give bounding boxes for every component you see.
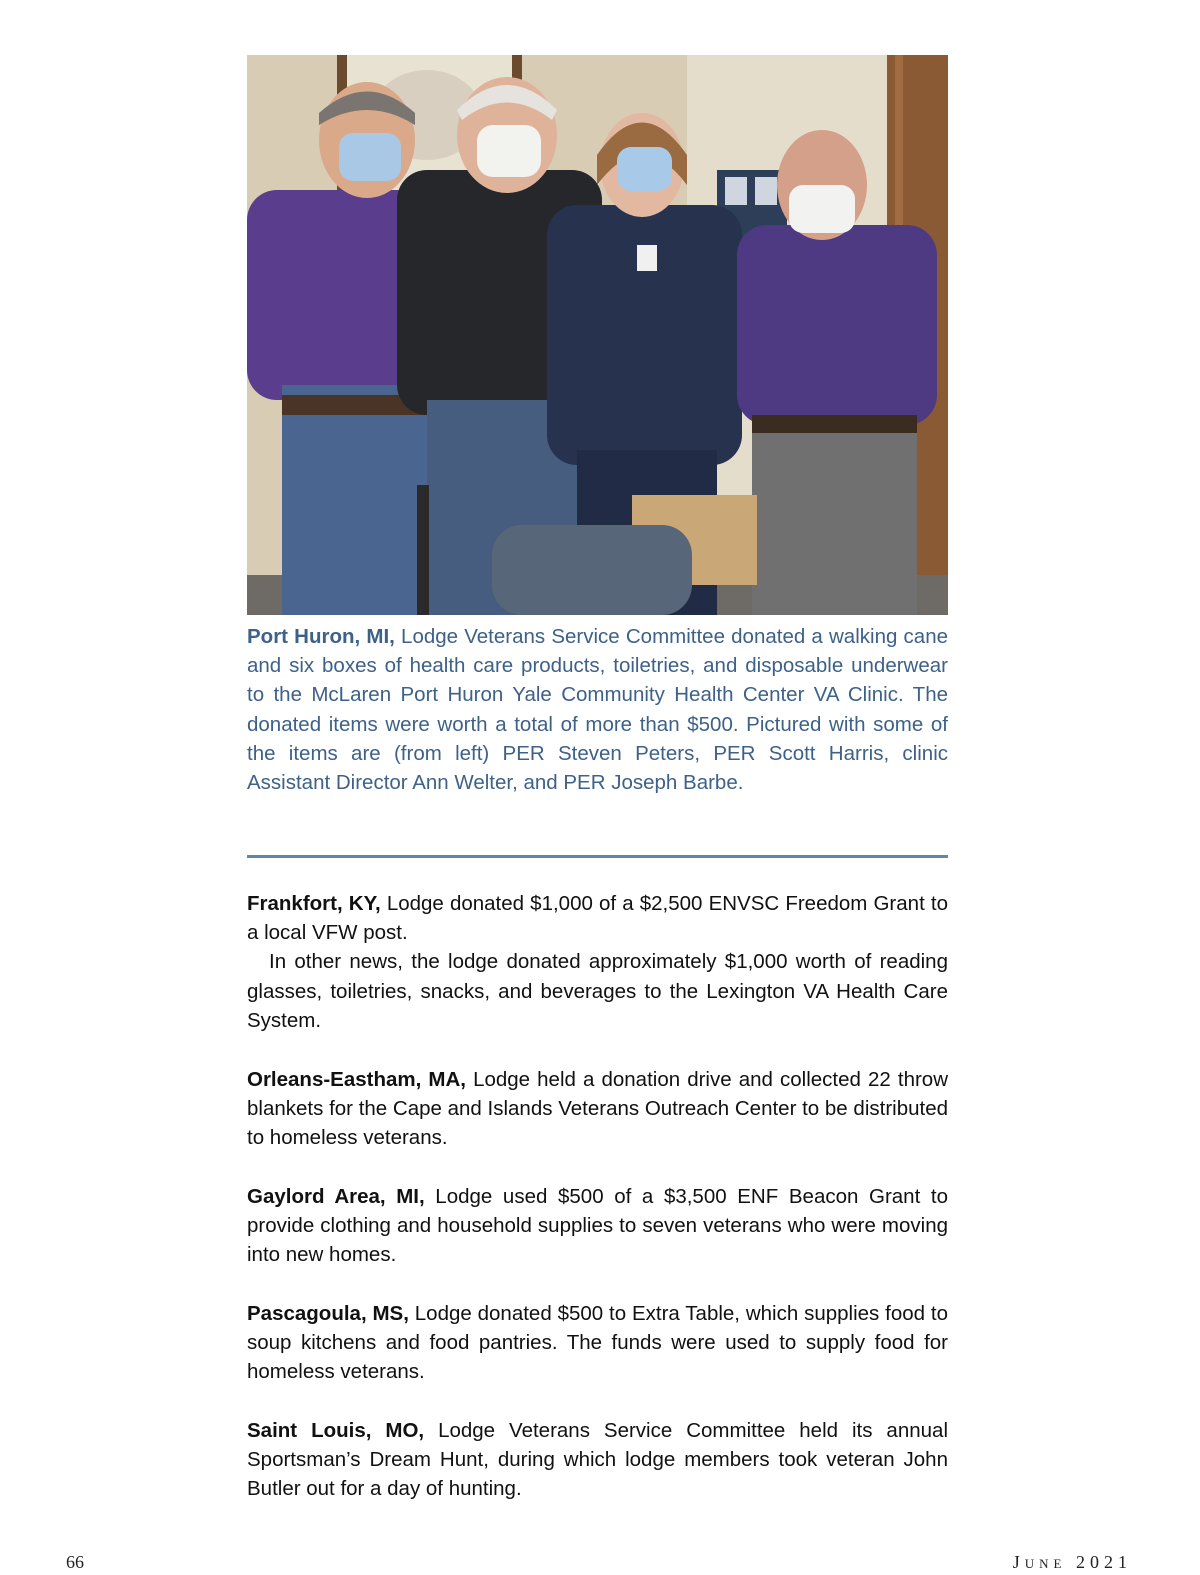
section-divider xyxy=(247,855,948,858)
news-item-text: Lodge Veterans Service Committee held its annual Sportsman’s Dream Hunt, during which lodge members took veteran John Butler out for a day of hunting. xyxy=(247,1418,948,1501)
news-item-text: Lodge held a donation drive and collected 22 throw blankets for the Cape and Islands Veterans Outreach Center to be distributed to homeless veterans. xyxy=(247,1067,949,1149)
issue-date: June 2021 xyxy=(1012,1552,1132,1572)
group-photo-illustration xyxy=(247,55,948,615)
news-item-frankfort xyxy=(247,889,948,1035)
news-item-saint-louis xyxy=(247,1416,948,1504)
news-item-location: Pascagoula, MS, xyxy=(247,1301,409,1325)
group-photo xyxy=(247,55,948,615)
news-item-text: Lodge donated $1,000 of a $2,500 ENVSC Freedom Grant to a local VFW post. xyxy=(247,892,948,945)
news-item-location: Orleans-Eastham, MA, xyxy=(247,1067,466,1091)
photo-caption xyxy=(247,622,948,797)
news-item-text: Lodge used $500 of a $3,500 ENF Beacon Grant to provide clothing and household supplies to seven veterans who were moving into new homes. xyxy=(247,1184,948,1267)
news-item-orleans-eastham xyxy=(247,1065,948,1153)
caption-text: Lodge Veterans Service Committee donated a walking cane and six boxes of health care products, toiletries, and disposable underwear to the McLaren Port Huron Yale Community Health Center VA Clinic. The donated items were worth a total of more than $500. Pictured with some of the items are (from left) PER Steven Peters, PER Scott Harris, clinic Assistant Director Ann Welter, and PER Joseph Barbe. xyxy=(247,625,949,795)
news-list xyxy=(247,889,948,1533)
caption-location: Port Huron, MI, xyxy=(247,625,395,648)
news-item-extra: In other news, the lodge donated approximately $1,000 worth of reading glasses, toiletries, snacks, and beverages to the Lexington VA Health Care System. xyxy=(247,950,948,1032)
news-item-pascagoula xyxy=(247,1299,948,1387)
news-item-gaylord-area xyxy=(247,1182,948,1270)
news-item-location: Gaylord Area, MI, xyxy=(247,1184,425,1208)
page-number: 66 xyxy=(66,1552,84,1572)
news-item-location: Frankfort, KY, xyxy=(247,892,381,915)
news-item-location: Saint Louis, MO, xyxy=(247,1418,425,1442)
news-item-text: Lodge donated $500 to Extra Table, which supplies food to soup kitchens and food pantries. The funds were used to supply food for homeless veterans. xyxy=(247,1301,948,1384)
